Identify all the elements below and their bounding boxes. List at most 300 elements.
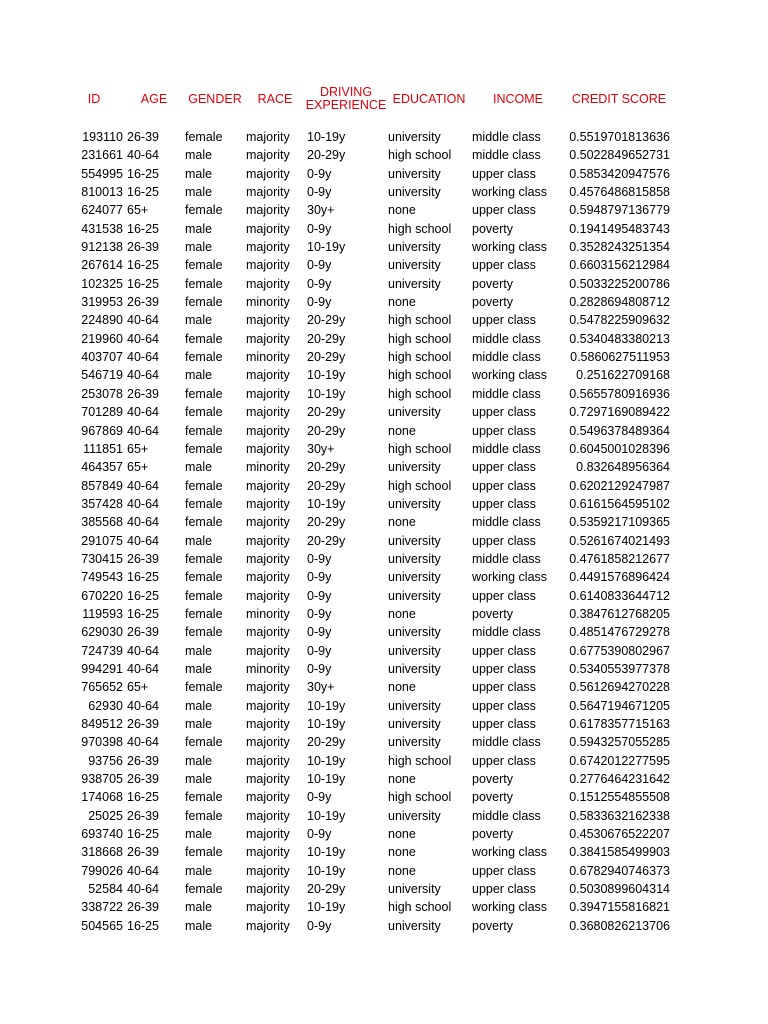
cell-id[interactable]: 730415 bbox=[81, 551, 123, 566]
cell-id[interactable]: 554995 bbox=[81, 166, 123, 181]
cell-id[interactable]: 338722 bbox=[81, 900, 123, 915]
cell-id[interactable]: 629030 bbox=[81, 625, 123, 640]
cell-age[interactable]: 26-39 bbox=[127, 295, 159, 310]
cell-income[interactable]: middle class bbox=[472, 331, 541, 346]
cell-id[interactable]: 938705 bbox=[81, 772, 123, 787]
cell-income[interactable]: working class bbox=[472, 570, 548, 585]
cell-race[interactable]: majority bbox=[246, 221, 290, 236]
cell-credit-score[interactable]: 0.6782940746373 bbox=[569, 863, 670, 878]
cell-race[interactable]: majority bbox=[246, 643, 290, 658]
cell-race[interactable]: majority bbox=[246, 588, 290, 603]
cell-race[interactable]: majority bbox=[246, 717, 290, 731]
cell-education[interactable]: high school bbox=[388, 441, 452, 456]
cell-credit-score[interactable]: 0.4851476729278 bbox=[569, 625, 670, 640]
cell-age[interactable]: 16-25 bbox=[127, 258, 159, 273]
cell-education[interactable]: high school bbox=[388, 368, 452, 383]
cell-age[interactable]: 26-39 bbox=[127, 625, 159, 640]
cell-id[interactable]: 546719 bbox=[81, 368, 123, 383]
cell-gender[interactable]: male bbox=[185, 368, 213, 383]
cell-driving-experience[interactable]: 0-9y bbox=[307, 295, 332, 310]
cell-credit-score[interactable]: 0.5948797136779 bbox=[569, 203, 670, 218]
cell-gender[interactable]: female bbox=[185, 735, 223, 750]
cell-gender[interactable]: male bbox=[185, 863, 213, 878]
cell-driving-experience[interactable]: 10-19y bbox=[307, 717, 346, 731]
cell-age[interactable]: 16-25 bbox=[127, 606, 159, 621]
cell-credit-score[interactable]: 0.6140833644712 bbox=[569, 588, 670, 603]
cell-id[interactable]: 267614 bbox=[81, 258, 123, 273]
cell-education[interactable]: university bbox=[388, 130, 441, 144]
cell-income[interactable]: working class bbox=[472, 900, 548, 915]
cell-education[interactable]: high school bbox=[388, 331, 452, 346]
cell-education[interactable]: high school bbox=[388, 478, 452, 493]
cell-gender[interactable]: female bbox=[185, 276, 223, 291]
cell-driving-experience[interactable]: 20-29y bbox=[307, 735, 346, 750]
cell-gender[interactable]: female bbox=[185, 680, 223, 695]
cell-id[interactable]: 464357 bbox=[81, 460, 123, 475]
cell-gender[interactable]: male bbox=[185, 827, 213, 842]
cell-income[interactable]: working class bbox=[472, 240, 548, 255]
cell-credit-score[interactable]: 0.5340483380213 bbox=[569, 331, 670, 346]
cell-id[interactable]: 224890 bbox=[81, 313, 123, 328]
cell-credit-score[interactable]: 0.5022849652731 bbox=[569, 148, 670, 163]
cell-education[interactable]: university bbox=[388, 166, 441, 181]
cell-race[interactable]: majority bbox=[246, 148, 290, 163]
cell-education[interactable]: university bbox=[388, 717, 441, 731]
cell-education[interactable]: university bbox=[388, 882, 441, 897]
cell-id[interactable]: 799026 bbox=[81, 863, 123, 878]
cell-driving-experience[interactable]: 20-29y bbox=[307, 478, 346, 493]
cell-id[interactable]: 403707 bbox=[81, 350, 123, 365]
cell-driving-experience[interactable]: 20-29y bbox=[307, 533, 346, 548]
cell-driving-experience[interactable]: 0-9y bbox=[307, 790, 332, 805]
cell-gender[interactable]: female bbox=[185, 515, 223, 530]
cell-race[interactable]: majority bbox=[246, 386, 290, 401]
cell-driving-experience[interactable]: 0-9y bbox=[307, 643, 332, 658]
cell-id[interactable]: 385568 bbox=[81, 515, 123, 530]
cell-driving-experience[interactable]: 0-9y bbox=[307, 276, 332, 291]
cell-race[interactable]: majority bbox=[246, 625, 290, 640]
cell-race[interactable]: majority bbox=[246, 258, 290, 273]
cell-gender[interactable]: male bbox=[185, 753, 213, 768]
cell-id[interactable]: 504565 bbox=[81, 918, 123, 933]
cell-driving-experience[interactable]: 0-9y bbox=[307, 918, 332, 933]
cell-gender[interactable]: female bbox=[185, 882, 223, 897]
cell-income[interactable]: upper class bbox=[472, 680, 536, 695]
cell-gender[interactable]: female bbox=[185, 258, 223, 273]
cell-age[interactable]: 40-64 bbox=[127, 478, 159, 493]
cell-income[interactable]: middle class bbox=[472, 625, 541, 640]
header-gender[interactable]: GENDER bbox=[188, 91, 242, 106]
cell-education[interactable]: university bbox=[388, 570, 441, 585]
cell-driving-experience[interactable]: 0-9y bbox=[307, 625, 332, 640]
cell-race[interactable]: minority bbox=[246, 350, 290, 365]
cell-gender[interactable]: male bbox=[185, 221, 213, 236]
cell-age[interactable]: 16-25 bbox=[127, 790, 159, 805]
cell-id[interactable]: 624077 bbox=[81, 203, 123, 218]
cell-credit-score[interactable]: 0.1941495483743 bbox=[569, 221, 670, 236]
cell-gender[interactable]: female bbox=[185, 423, 223, 438]
cell-income[interactable]: upper class bbox=[472, 478, 536, 493]
cell-credit-score[interactable]: 0.3528243251354 bbox=[569, 240, 670, 255]
cell-credit-score[interactable]: 0.5853420947576 bbox=[569, 166, 670, 181]
cell-income[interactable]: upper class bbox=[472, 533, 536, 548]
cell-credit-score[interactable]: 0.4761858212677 bbox=[569, 551, 670, 566]
cell-age[interactable]: 40-64 bbox=[127, 350, 159, 365]
cell-income[interactable]: poverty bbox=[472, 295, 513, 310]
cell-credit-score[interactable]: 0.6202129247987 bbox=[569, 478, 670, 493]
cell-gender[interactable]: male bbox=[185, 772, 213, 787]
cell-race[interactable]: majority bbox=[246, 735, 290, 750]
cell-driving-experience[interactable]: 20-29y bbox=[307, 423, 346, 438]
cell-race[interactable]: majority bbox=[246, 441, 290, 456]
cell-gender[interactable]: female bbox=[185, 441, 223, 456]
cell-age[interactable]: 26-39 bbox=[127, 551, 159, 566]
cell-race[interactable]: majority bbox=[246, 882, 290, 897]
cell-id[interactable]: 93756 bbox=[88, 753, 123, 768]
cell-gender[interactable]: male bbox=[185, 661, 213, 676]
cell-driving-experience[interactable]: 10-19y bbox=[307, 808, 346, 823]
cell-credit-score[interactable]: 0.7297169089422 bbox=[569, 405, 670, 420]
cell-id[interactable]: 970398 bbox=[81, 735, 123, 750]
cell-driving-experience[interactable]: 10-19y bbox=[307, 900, 346, 915]
cell-gender[interactable]: female bbox=[185, 386, 223, 401]
cell-age[interactable]: 65+ bbox=[127, 441, 149, 456]
cell-age[interactable]: 16-25 bbox=[127, 166, 159, 181]
cell-race[interactable]: majority bbox=[246, 423, 290, 438]
cell-credit-score[interactable]: 0.6161564595102 bbox=[569, 496, 670, 511]
cell-id[interactable]: 967869 bbox=[81, 423, 123, 438]
cell-income[interactable]: middle class bbox=[472, 808, 541, 823]
cell-race[interactable]: majority bbox=[246, 680, 290, 695]
header-race[interactable]: RACE bbox=[257, 91, 293, 106]
cell-driving-experience[interactable]: 10-19y bbox=[307, 753, 346, 768]
cell-credit-score[interactable]: 0.4491576896424 bbox=[569, 570, 670, 585]
cell-income[interactable]: middle class bbox=[472, 130, 541, 144]
cell-credit-score[interactable]: 0.832648956364 bbox=[576, 460, 670, 475]
cell-driving-experience[interactable]: 0-9y bbox=[307, 588, 332, 603]
cell-income[interactable]: upper class bbox=[472, 423, 536, 438]
cell-age[interactable]: 40-64 bbox=[127, 423, 159, 438]
cell-gender[interactable]: male bbox=[185, 313, 213, 328]
cell-income[interactable]: poverty bbox=[472, 606, 513, 621]
cell-age[interactable]: 16-25 bbox=[127, 918, 159, 933]
cell-driving-experience[interactable]: 20-29y bbox=[307, 882, 346, 897]
cell-age[interactable]: 40-64 bbox=[127, 368, 159, 383]
cell-id[interactable]: 62930 bbox=[88, 698, 123, 713]
cell-gender[interactable]: female bbox=[185, 790, 223, 805]
cell-id[interactable]: 693740 bbox=[81, 827, 123, 842]
cell-credit-score[interactable]: 0.3947155816821 bbox=[569, 900, 670, 915]
cell-education[interactable]: university bbox=[388, 643, 441, 658]
cell-age[interactable]: 40-64 bbox=[127, 313, 159, 328]
cell-gender[interactable]: female bbox=[185, 295, 223, 310]
cell-driving-experience[interactable]: 0-9y bbox=[307, 166, 332, 181]
cell-gender[interactable]: female bbox=[185, 478, 223, 493]
cell-education[interactable]: university bbox=[388, 808, 441, 823]
cell-race[interactable]: majority bbox=[246, 570, 290, 585]
cell-education[interactable]: university bbox=[388, 588, 441, 603]
cell-gender[interactable]: female bbox=[185, 331, 223, 346]
cell-education[interactable]: high school bbox=[388, 386, 452, 401]
cell-age[interactable]: 26-39 bbox=[127, 845, 159, 860]
cell-credit-score[interactable]: 0.3680826213706 bbox=[569, 918, 670, 933]
cell-age[interactable]: 65+ bbox=[127, 680, 149, 695]
cell-driving-experience[interactable]: 20-29y bbox=[307, 515, 346, 530]
cell-driving-experience[interactable]: 20-29y bbox=[307, 460, 346, 475]
cell-income[interactable]: middle class bbox=[472, 551, 541, 566]
cell-gender[interactable]: male bbox=[185, 643, 213, 658]
cell-credit-score[interactable]: 0.5647194671205 bbox=[569, 698, 670, 713]
cell-id[interactable]: 670220 bbox=[81, 588, 123, 603]
cell-gender[interactable]: male bbox=[185, 717, 213, 731]
cell-id[interactable]: 219960 bbox=[81, 331, 123, 346]
cell-education[interactable]: none bbox=[388, 845, 416, 860]
cell-income[interactable]: upper class bbox=[472, 643, 536, 658]
cell-age[interactable]: 16-25 bbox=[127, 588, 159, 603]
cell-gender[interactable]: female bbox=[185, 405, 223, 420]
header-education[interactable]: EDUCATION bbox=[392, 91, 466, 106]
cell-education[interactable]: university bbox=[388, 240, 441, 255]
cell-id[interactable]: 724739 bbox=[81, 643, 123, 658]
cell-driving-experience[interactable]: 10-19y bbox=[307, 845, 346, 860]
cell-income[interactable]: middle class bbox=[472, 386, 541, 401]
cell-id[interactable]: 357428 bbox=[81, 496, 123, 511]
cell-driving-experience[interactable]: 10-19y bbox=[307, 772, 346, 787]
cell-race[interactable]: majority bbox=[246, 368, 290, 383]
cell-education[interactable]: university bbox=[388, 625, 441, 640]
cell-credit-score[interactable]: 0.5340553977378 bbox=[569, 661, 670, 676]
cell-education[interactable]: none bbox=[388, 203, 416, 218]
cell-gender[interactable]: female bbox=[185, 130, 223, 144]
cell-income[interactable]: upper class bbox=[472, 882, 536, 897]
cell-education[interactable]: university bbox=[388, 496, 441, 511]
cell-driving-experience[interactable]: 10-19y bbox=[307, 386, 346, 401]
cell-race[interactable]: majority bbox=[246, 276, 290, 291]
cell-id[interactable]: 291075 bbox=[81, 533, 123, 548]
cell-driving-experience[interactable]: 0-9y bbox=[307, 551, 332, 566]
cell-age[interactable]: 40-64 bbox=[127, 863, 159, 878]
cell-gender[interactable]: male bbox=[185, 166, 213, 181]
cell-income[interactable]: poverty bbox=[472, 221, 513, 236]
cell-income[interactable]: middle class bbox=[472, 735, 541, 750]
cell-education[interactable]: university bbox=[388, 918, 441, 933]
cell-age[interactable]: 16-25 bbox=[127, 570, 159, 585]
cell-id[interactable]: 111851 bbox=[83, 441, 123, 456]
cell-driving-experience[interactable]: 0-9y bbox=[307, 827, 332, 842]
cell-credit-score[interactable]: 0.5655780916936 bbox=[569, 386, 670, 401]
cell-education[interactable]: university bbox=[388, 735, 441, 750]
cell-id[interactable]: 318668 bbox=[81, 845, 123, 860]
cell-race[interactable]: majority bbox=[246, 827, 290, 842]
cell-education[interactable]: high school bbox=[388, 313, 452, 328]
cell-education[interactable]: high school bbox=[388, 221, 452, 236]
cell-income[interactable]: poverty bbox=[472, 772, 513, 787]
cell-id[interactable]: 849512 bbox=[81, 717, 123, 731]
cell-education[interactable]: high school bbox=[388, 790, 452, 805]
cell-race[interactable]: minority bbox=[246, 661, 290, 676]
header-income[interactable]: INCOME bbox=[493, 91, 543, 106]
cell-income[interactable]: upper class bbox=[472, 717, 536, 731]
cell-income[interactable]: upper class bbox=[472, 496, 536, 511]
cell-age[interactable]: 26-39 bbox=[127, 130, 159, 144]
cell-credit-score[interactable]: 0.6045001028396 bbox=[569, 441, 670, 456]
cell-credit-score[interactable]: 0.5496378489364 bbox=[569, 423, 670, 438]
cell-credit-score[interactable]: 0.3847612768205 bbox=[569, 606, 670, 621]
cell-race[interactable]: majority bbox=[246, 130, 290, 144]
cell-age[interactable]: 26-39 bbox=[127, 808, 159, 823]
cell-race[interactable]: majority bbox=[246, 900, 290, 915]
cell-race[interactable]: majority bbox=[246, 313, 290, 328]
cell-race[interactable]: majority bbox=[246, 551, 290, 566]
cell-credit-score[interactable]: 0.5030899604314 bbox=[569, 882, 670, 897]
cell-age[interactable]: 40-64 bbox=[127, 643, 159, 658]
cell-race[interactable]: majority bbox=[246, 405, 290, 420]
cell-race[interactable]: majority bbox=[246, 185, 290, 200]
cell-income[interactable]: poverty bbox=[472, 918, 513, 933]
cell-driving-experience[interactable]: 0-9y bbox=[307, 221, 332, 236]
cell-race[interactable]: majority bbox=[246, 240, 290, 255]
cell-credit-score[interactable]: 0.5359217109365 bbox=[569, 515, 670, 530]
cell-race[interactable]: majority bbox=[246, 863, 290, 878]
cell-credit-score[interactable]: 0.5519701813636 bbox=[569, 130, 670, 144]
cell-education[interactable]: university bbox=[388, 698, 441, 713]
cell-gender[interactable]: female bbox=[185, 350, 223, 365]
cell-id[interactable]: 193110 bbox=[82, 130, 123, 144]
cell-age[interactable]: 40-64 bbox=[127, 735, 159, 750]
cell-id[interactable]: 912138 bbox=[81, 240, 123, 255]
cell-education[interactable]: university bbox=[388, 460, 441, 475]
cell-education[interactable]: none bbox=[388, 863, 416, 878]
cell-age[interactable]: 40-64 bbox=[127, 882, 159, 897]
cell-credit-score[interactable]: 0.6775390802967 bbox=[569, 643, 670, 658]
cell-id[interactable]: 174068 bbox=[81, 790, 123, 805]
cell-age[interactable]: 16-25 bbox=[127, 221, 159, 236]
cell-income[interactable]: working class bbox=[472, 845, 548, 860]
cell-credit-score[interactable]: 0.2828694808712 bbox=[569, 295, 670, 310]
cell-income[interactable]: upper class bbox=[472, 460, 536, 475]
cell-id[interactable]: 231661 bbox=[81, 148, 123, 163]
cell-driving-experience[interactable]: 30y+ bbox=[307, 680, 335, 695]
cell-age[interactable]: 40-64 bbox=[127, 496, 159, 511]
cell-gender[interactable]: female bbox=[185, 570, 223, 585]
cell-age[interactable]: 40-64 bbox=[127, 331, 159, 346]
cell-race[interactable]: minority bbox=[246, 606, 290, 621]
cell-id[interactable]: 431538 bbox=[81, 221, 123, 236]
cell-driving-experience[interactable]: 20-29y bbox=[307, 331, 346, 346]
cell-income[interactable]: upper class bbox=[472, 203, 536, 218]
cell-id[interactable]: 857849 bbox=[81, 478, 123, 493]
cell-race[interactable]: majority bbox=[246, 515, 290, 530]
cell-gender[interactable]: female bbox=[185, 625, 223, 640]
cell-gender[interactable]: male bbox=[185, 148, 213, 163]
cell-age[interactable]: 26-39 bbox=[127, 240, 159, 255]
cell-income[interactable]: upper class bbox=[472, 588, 536, 603]
cell-race[interactable]: majority bbox=[246, 166, 290, 181]
cell-id[interactable]: 102325 bbox=[81, 276, 123, 291]
cell-education[interactable]: none bbox=[388, 515, 416, 530]
cell-age[interactable]: 40-64 bbox=[127, 515, 159, 530]
cell-education[interactable]: university bbox=[388, 276, 441, 291]
cell-race[interactable]: majority bbox=[246, 845, 290, 860]
cell-gender[interactable]: male bbox=[185, 918, 213, 933]
cell-id[interactable]: 749543 bbox=[81, 570, 123, 585]
cell-gender[interactable]: female bbox=[185, 845, 223, 860]
cell-age[interactable]: 16-25 bbox=[127, 276, 159, 291]
cell-id[interactable]: 25025 bbox=[88, 808, 123, 823]
cell-credit-score[interactable]: 0.6742012277595 bbox=[569, 753, 670, 768]
cell-id[interactable]: 701289 bbox=[81, 405, 123, 420]
cell-race[interactable]: majority bbox=[246, 203, 290, 218]
cell-gender[interactable]: female bbox=[185, 551, 223, 566]
cell-driving-experience[interactable]: 10-19y bbox=[307, 368, 346, 383]
cell-education[interactable]: high school bbox=[388, 753, 452, 768]
cell-income[interactable]: poverty bbox=[472, 827, 513, 842]
cell-education[interactable]: university bbox=[388, 405, 441, 420]
cell-race[interactable]: majority bbox=[246, 790, 290, 805]
cell-driving-experience[interactable]: 20-29y bbox=[307, 405, 346, 420]
cell-gender[interactable]: male bbox=[185, 185, 213, 200]
header-driving-experience[interactable]: DRIVING EXPERIENCE bbox=[305, 85, 387, 112]
cell-gender[interactable]: female bbox=[185, 808, 223, 823]
cell-race[interactable]: majority bbox=[246, 496, 290, 511]
cell-race[interactable]: majority bbox=[246, 533, 290, 548]
cell-driving-experience[interactable]: 10-19y bbox=[307, 698, 346, 713]
cell-gender[interactable]: male bbox=[185, 240, 213, 255]
cell-race[interactable]: minority bbox=[246, 460, 290, 475]
cell-income[interactable]: middle class bbox=[472, 515, 541, 530]
cell-credit-score[interactable]: 0.5261674021493 bbox=[569, 533, 670, 548]
cell-education[interactable]: high school bbox=[388, 148, 452, 163]
cell-education[interactable]: university bbox=[388, 551, 441, 566]
cell-gender[interactable]: male bbox=[185, 533, 213, 548]
cell-credit-score[interactable]: 0.5943257055285 bbox=[569, 735, 670, 750]
cell-race[interactable]: majority bbox=[246, 808, 290, 823]
cell-driving-experience[interactable]: 30y+ bbox=[307, 441, 335, 456]
cell-income[interactable]: middle class bbox=[472, 148, 541, 163]
cell-id[interactable]: 119593 bbox=[82, 606, 123, 621]
cell-income[interactable]: upper class bbox=[472, 405, 536, 420]
cell-gender[interactable]: male bbox=[185, 698, 213, 713]
cell-gender[interactable]: female bbox=[185, 606, 223, 621]
cell-driving-experience[interactable]: 0-9y bbox=[307, 661, 332, 676]
cell-age[interactable]: 40-64 bbox=[127, 698, 159, 713]
cell-education[interactable]: university bbox=[388, 185, 441, 200]
cell-education[interactable]: none bbox=[388, 827, 416, 842]
cell-credit-score[interactable]: 0.4576486815858 bbox=[569, 185, 670, 200]
cell-credit-score[interactable]: 0.5033225200786 bbox=[569, 276, 670, 291]
cell-driving-experience[interactable]: 0-9y bbox=[307, 606, 332, 621]
cell-age[interactable]: 26-39 bbox=[127, 717, 159, 731]
header-age[interactable]: AGE bbox=[140, 91, 168, 106]
cell-education[interactable]: university bbox=[388, 661, 441, 676]
cell-credit-score[interactable]: 0.6603156212984 bbox=[569, 258, 670, 273]
cell-race[interactable]: majority bbox=[246, 918, 290, 933]
cell-income[interactable]: upper class bbox=[472, 753, 536, 768]
cell-education[interactable]: none bbox=[388, 423, 416, 438]
cell-gender[interactable]: male bbox=[185, 900, 213, 915]
cell-education[interactable]: none bbox=[388, 606, 416, 621]
cell-income[interactable]: poverty bbox=[472, 790, 513, 805]
cell-gender[interactable]: male bbox=[185, 460, 213, 475]
cell-income[interactable]: poverty bbox=[472, 276, 513, 291]
cell-income[interactable]: working class bbox=[472, 185, 548, 200]
cell-income[interactable]: upper class bbox=[472, 313, 536, 328]
cell-age[interactable]: 40-64 bbox=[127, 533, 159, 548]
cell-driving-experience[interactable]: 20-29y bbox=[307, 148, 346, 163]
cell-age[interactable]: 26-39 bbox=[127, 900, 159, 915]
cell-race[interactable]: majority bbox=[246, 772, 290, 787]
cell-driving-experience[interactable]: 10-19y bbox=[307, 496, 346, 511]
